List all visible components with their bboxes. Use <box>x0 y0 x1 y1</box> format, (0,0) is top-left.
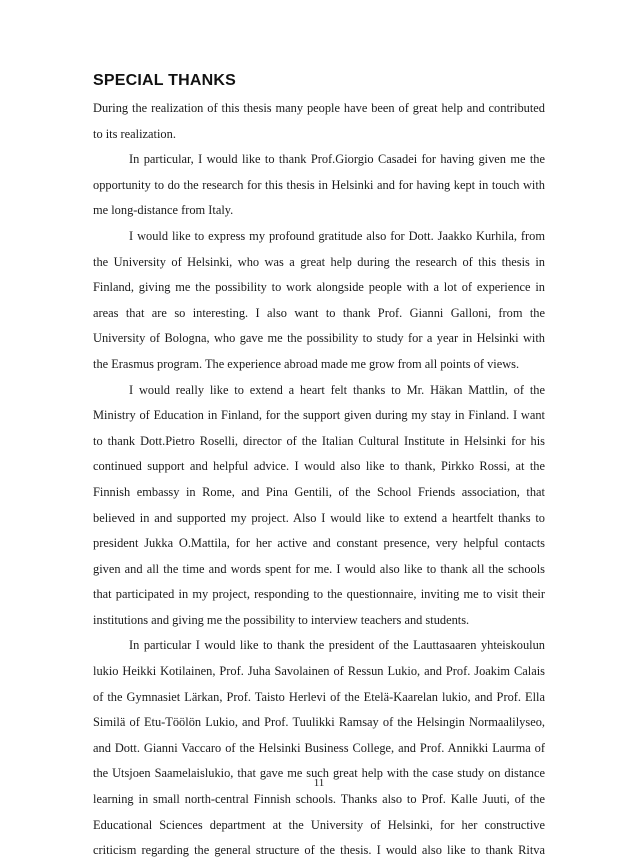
text-line: the Erasmus program. The experience abroad made me grow from all points of views. <box>93 356 520 371</box>
text-line: Similä of Etu-Töölön Lukio, and Prof. Tuulikki Ramsay of the Helsingin Normaalilyseo, <box>93 715 545 730</box>
text-line: Finnish embassy in Rome, and Pina Gentili, of the School Friends association, that <box>93 484 545 499</box>
text-line: Educational Sciences department at the University of Helsinki, for her constructive <box>93 817 545 832</box>
text-line: and Dott. Gianni Vaccaro of the Helsinki Business College, and Prof. Annikki Laurma of <box>93 740 545 755</box>
text-line: that participated in my project, responding to the questionnaire, inviting me to visit their <box>93 587 545 602</box>
page-number: 11 <box>313 777 325 789</box>
text-line: institutions and giving me the possibility to interview teachers and students. <box>93 612 470 627</box>
text-line: me long-distance from Italy. <box>93 203 234 218</box>
section-heading: SPECIAL THANKS <box>93 72 236 89</box>
text-line: During the realization of this thesis many people have been of great help and contributed <box>93 101 545 115</box>
text-line: University of Bologna, who gave me the possibility to study for a year in Helsinki with <box>93 331 545 346</box>
text-line: I would like to express my profound gratitude also for Dott. Jaakko Kurhila, from <box>129 228 545 243</box>
text-line: In particular, I would like to thank Prof.Giorgio Casadei for having given me the <box>129 152 545 167</box>
text-line: criticism regarding the general structure of the thesis. I would also like to thank Ritva <box>93 843 545 858</box>
text-line: areas that are so interesting. I also want to thank Prof. Gianni Galloni, from the <box>93 305 545 320</box>
text-line: to its realization. <box>93 126 176 141</box>
text-line: president Jukka O.Mattila, for her active and constant presence, very helpful contacts <box>93 536 545 551</box>
text-line: Finland, giving me the possibility to work alongside people with a lot of experience in <box>93 280 545 295</box>
text-line: continued support and helpful advice. I would also like to thank, Pirkko Rossi, at the <box>93 459 545 474</box>
text-line: of the Gymnasiet Lärkan, Prof. Taisto Herlevi of the Etelä-Kaarelan lukio, and Prof. Ella <box>93 689 545 704</box>
text-line: given and all the time and words spent for me. I would also like to thank all the schools <box>93 561 545 576</box>
text-line: Ministry of Education in Finland, for the support given during my stay in Finland. I want <box>93 408 545 423</box>
text-line: believed in and supported my project. Also I would like to extend a heartfelt thanks to <box>93 510 545 525</box>
body-text <box>93 96 545 864</box>
text-line: the Utsjoen Saamelaislukio, that gave me such great help with the case study on distance <box>93 766 545 781</box>
text-line: I would really like to extend a heart felt thanks to Mr. Häkan Mattlin, of the <box>129 382 545 397</box>
text-line: In particular I would like to thank the president of the Lauttasaaren yhteiskoulun <box>129 638 545 653</box>
text-line: lukio Heikki Kotilainen, Prof. Juha Savolainen of Ressun Lukio, and Prof. Joakim Calais <box>93 664 545 679</box>
text-line: to thank Dott.Pietro Roselli, director of the Italian Cultural Institute in Helsinki for his <box>93 433 545 448</box>
text-line: opportunity to do the research for this thesis in Helsinki and for having kept in touch with <box>93 177 545 192</box>
text-line: learning in small north-central Finnish schools. Thanks also to Prof. Kalle Juuti, of the <box>93 792 545 807</box>
text-line: the University of Helsinki, who was a great help during the research of this thesis in <box>93 254 545 269</box>
